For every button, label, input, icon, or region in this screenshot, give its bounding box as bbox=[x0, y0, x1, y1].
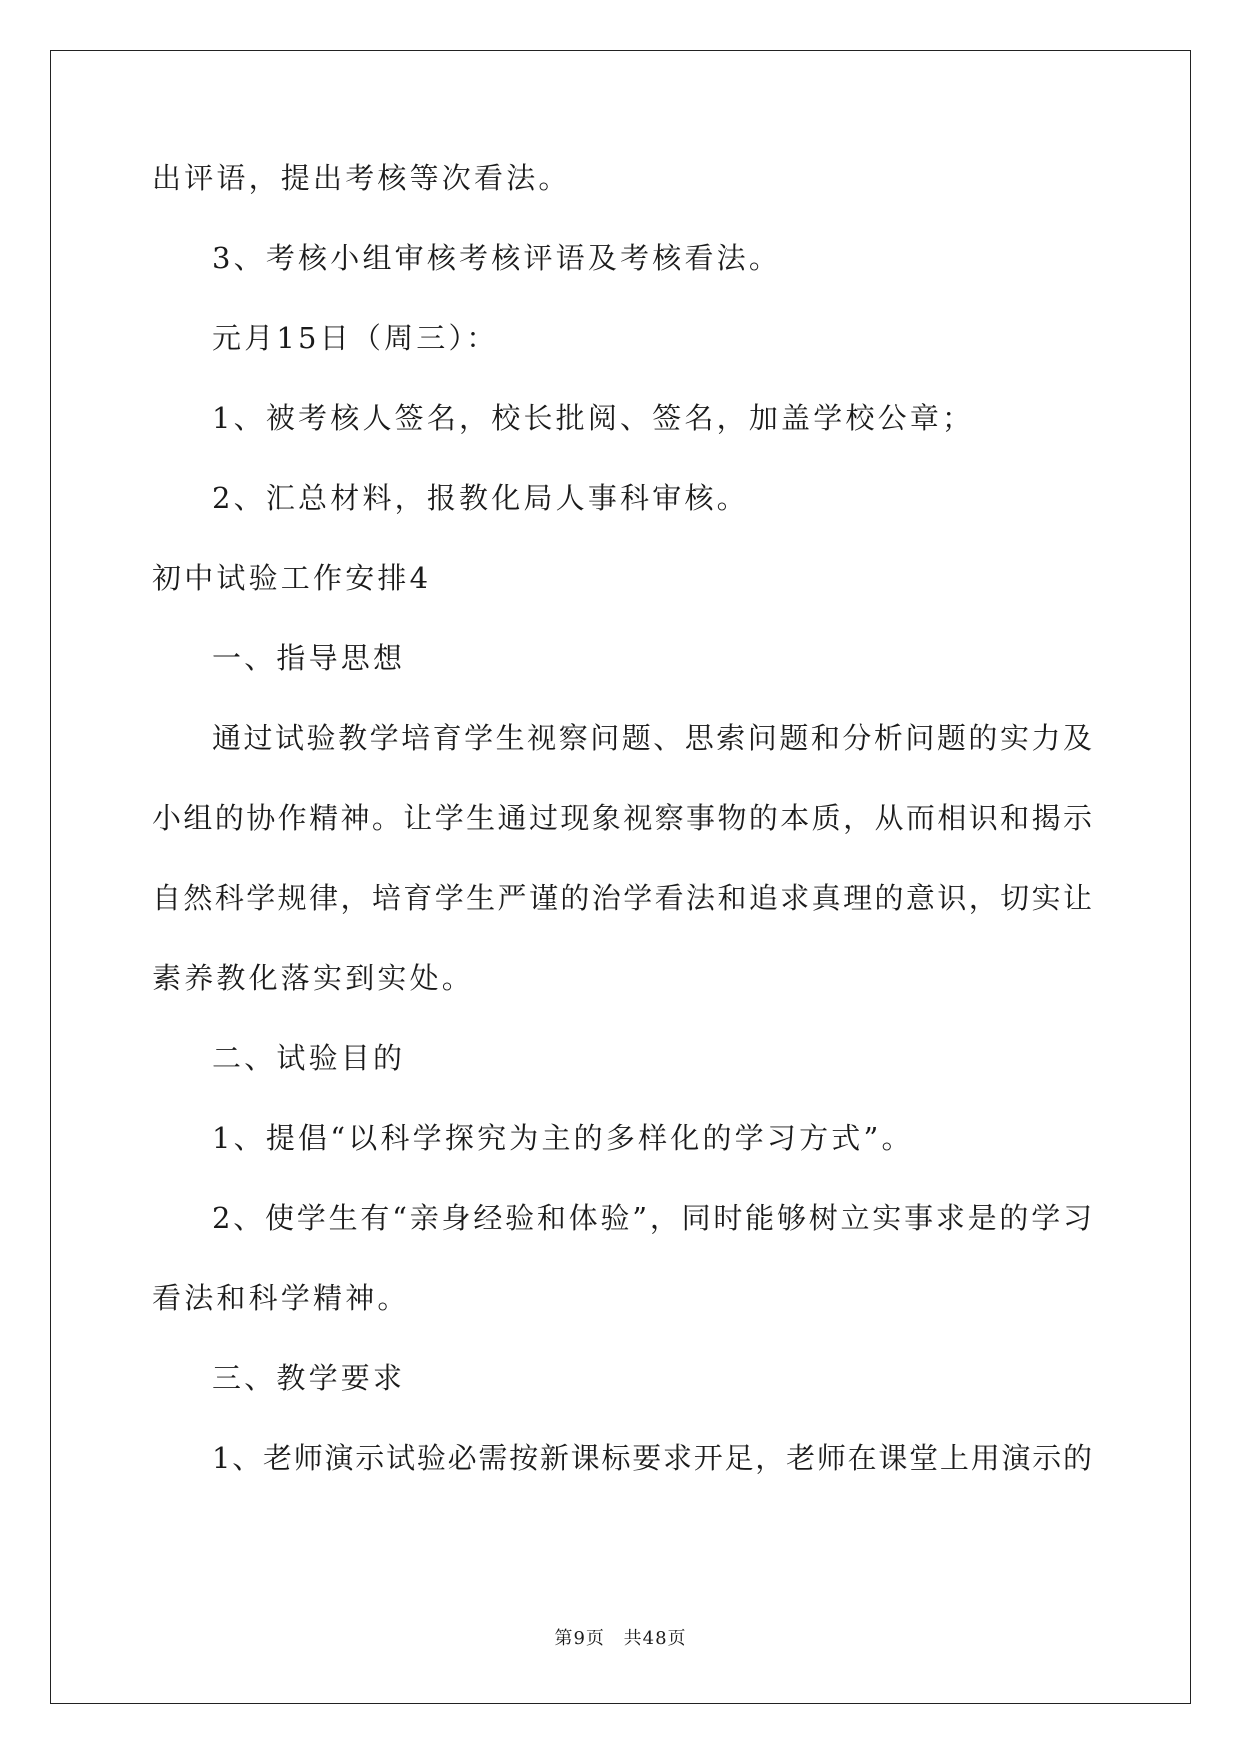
text-line: 3、考核小组审核考核评语及考核看法。 bbox=[212, 241, 782, 275]
page-total: 共48页 bbox=[623, 1628, 687, 1649]
section-heading: 一、指导思想 bbox=[212, 641, 406, 675]
text-line: 1、老师演示试验必需按新课标要求开足，老师在课堂上用演示的 bbox=[212, 1441, 1092, 1475]
text-line: 2、汇总材料，报教化局人事科审核。 bbox=[212, 481, 749, 515]
text-line: 小组的协作精神。让学生通过现象视察事物的本质，从而相识和揭示 bbox=[152, 801, 1092, 835]
date-heading: 元月15日（周三）： bbox=[212, 321, 499, 355]
text-line: 出评语，提出考核等次看法。 bbox=[152, 161, 571, 195]
section-title: 初中试验工作安排4 bbox=[152, 561, 432, 595]
text-line: 素养教化落实到实处。 bbox=[152, 961, 475, 995]
page-footer bbox=[0, 1627, 1241, 1651]
section-heading: 二、试验目的 bbox=[212, 1041, 406, 1075]
text-line: 自然科学规律，培育学生严谨的治学看法和追求真理的意识，切实让 bbox=[152, 881, 1092, 915]
text-line: 2、使学生有“亲身经验和体验”，同时能够树立实事求是的学习 bbox=[212, 1201, 1092, 1235]
text-line: 1、被考核人签名，校长批阅、签名，加盖学校公章； bbox=[212, 401, 975, 435]
text-line: 1、提倡“以科学探究为主的多样化的学习方式”。 bbox=[212, 1121, 914, 1155]
text-line: 通过试验教学培育学生视察问题、思索问题和分析问题的实力及 bbox=[212, 721, 1092, 755]
section-heading: 三、教学要求 bbox=[212, 1361, 406, 1395]
page-number: 第9页 bbox=[554, 1628, 605, 1649]
text-line: 看法和科学精神。 bbox=[152, 1281, 410, 1315]
